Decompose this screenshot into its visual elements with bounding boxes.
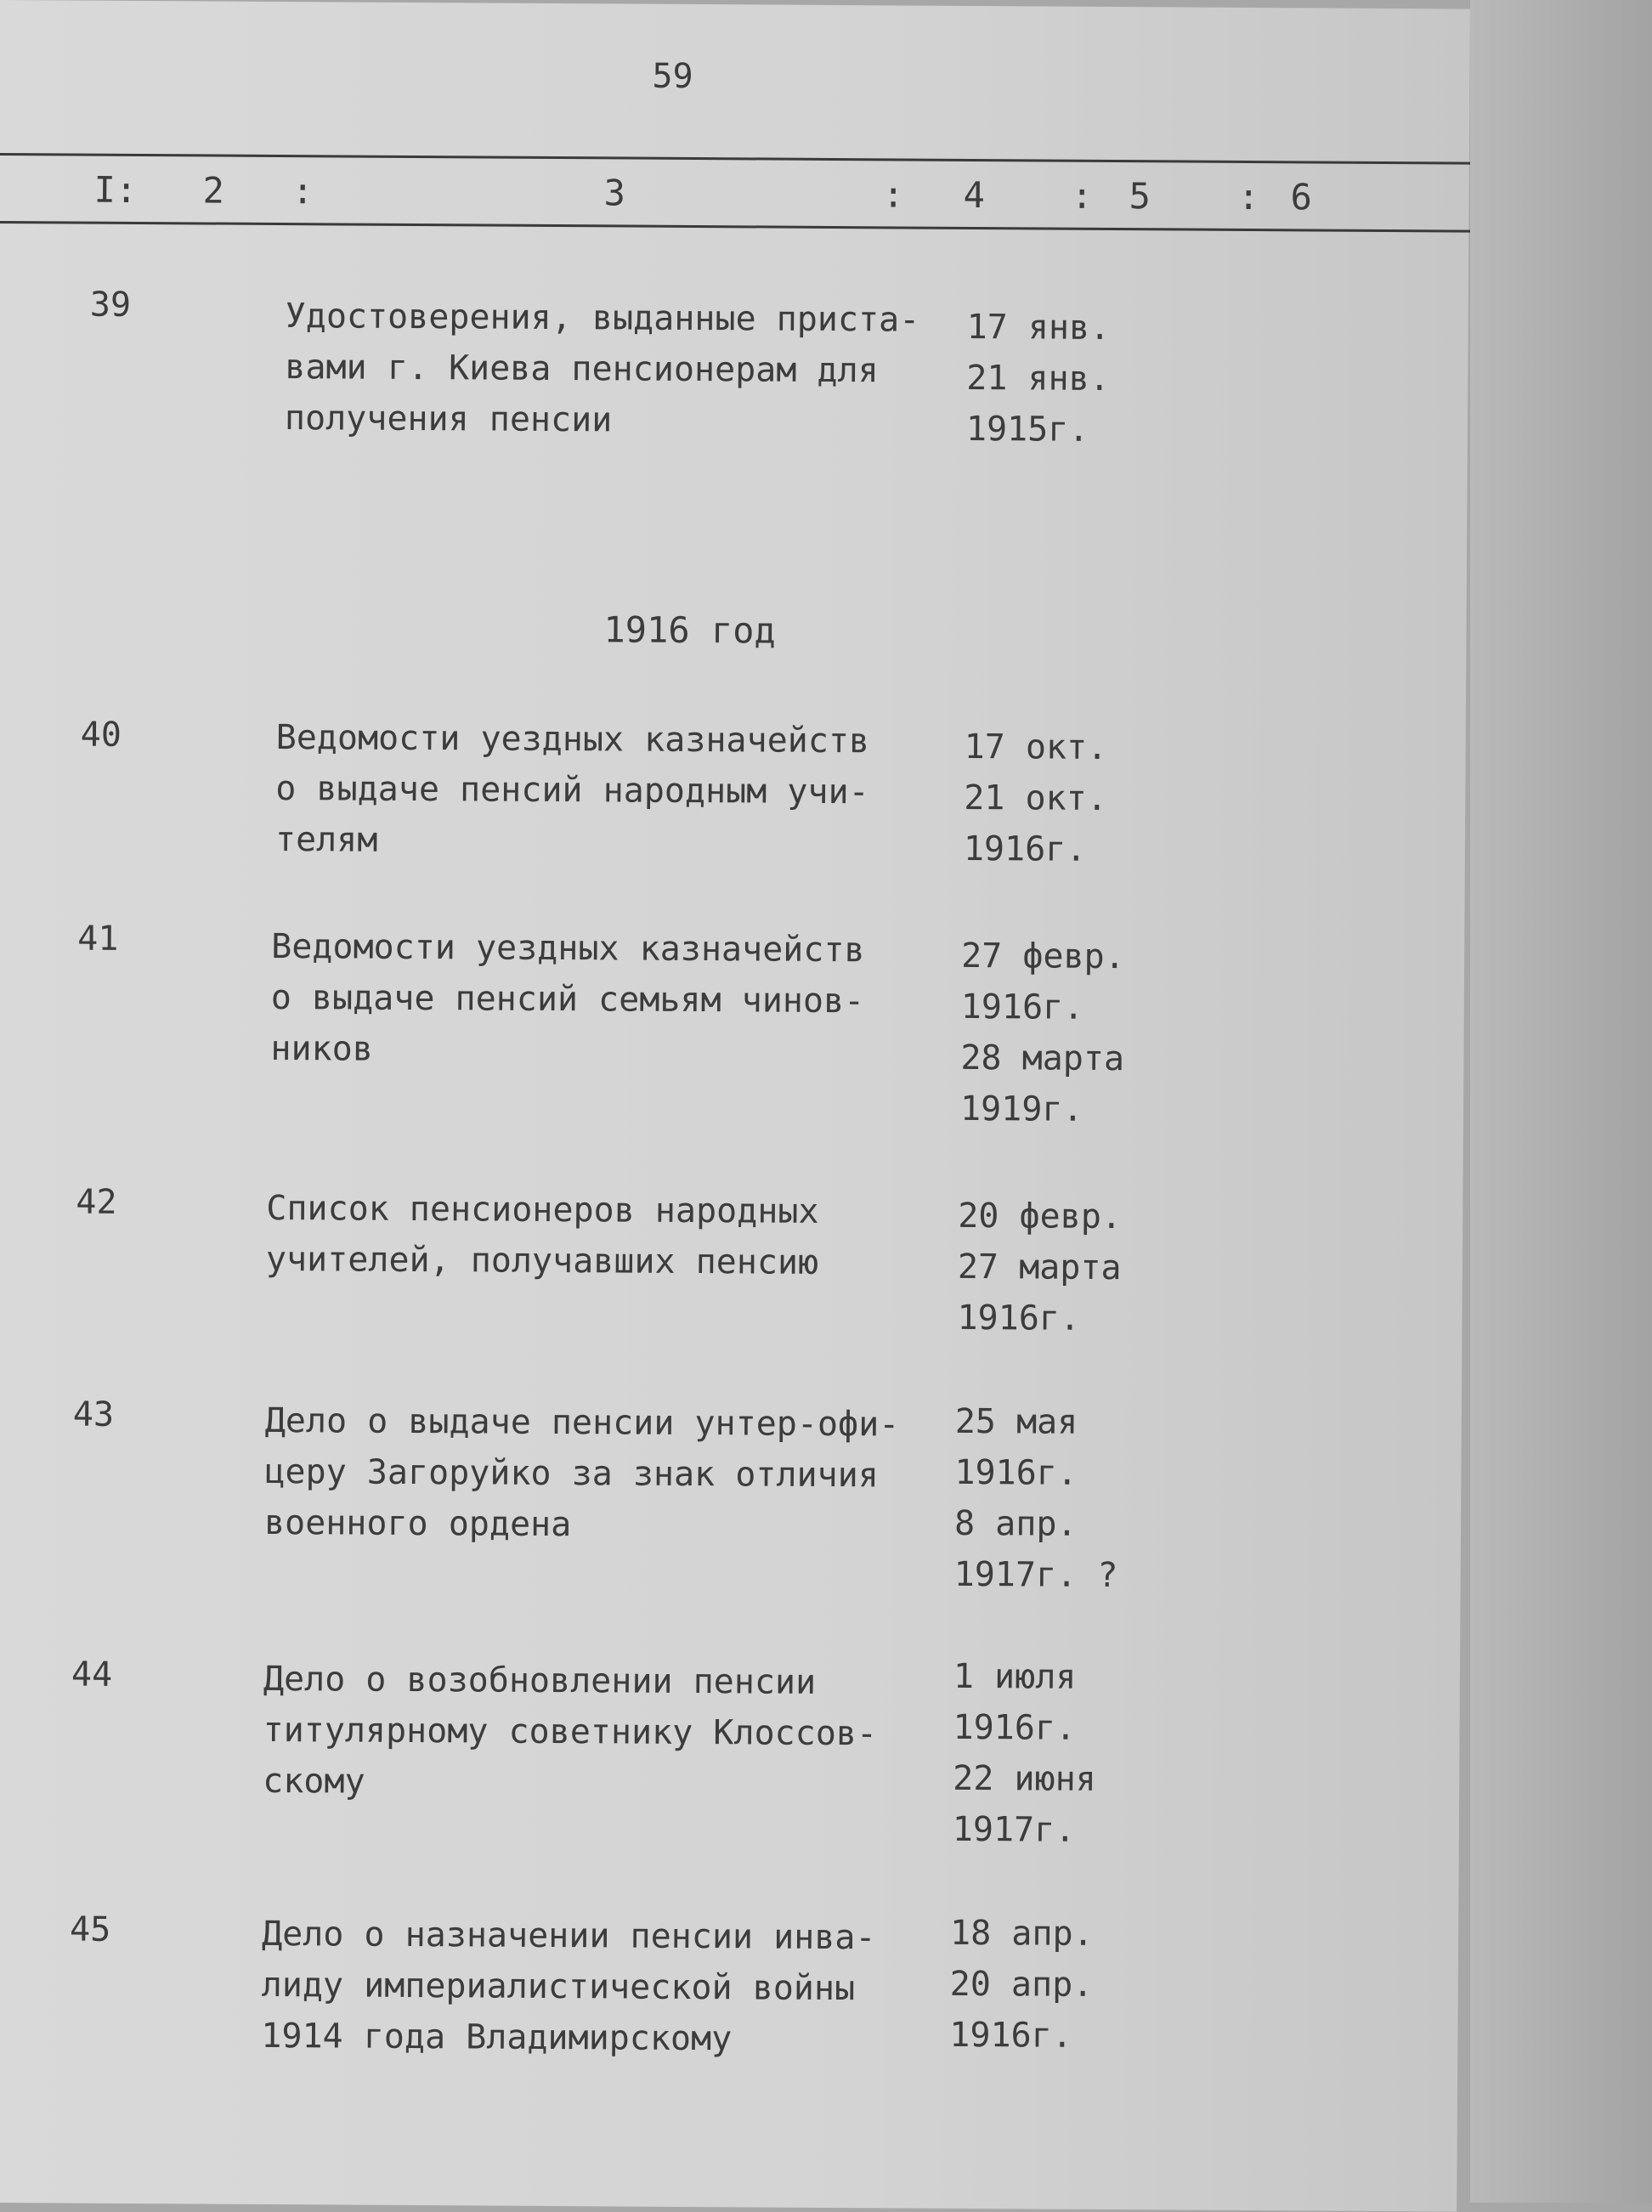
header-col-4: 4 — [963, 173, 986, 217]
header-rule-top — [0, 153, 1471, 165]
item-description: Список пенсионеров народных учителей, получавших пенсию — [265, 1188, 819, 1282]
item-number: 40 — [80, 715, 122, 755]
item-description: Дело о назначении пенсии инва- лиду империалистической войны 1914 года Владимирскому — [261, 1914, 876, 2059]
header-col-5: 5 — [1129, 175, 1151, 218]
item-number: 44 — [71, 1655, 113, 1694]
page-number: 59 — [652, 56, 693, 96]
year-heading: 1916 год — [603, 608, 776, 652]
item-dates: 20 февр. 27 марта 1916г. — [957, 1196, 1123, 1338]
item-number: 45 — [69, 1909, 111, 1949]
item-dates: 17 янв. 21 янв. 1915г. — [965, 307, 1111, 450]
header-separator: : — [291, 170, 314, 212]
item-dates: 27 февр. 1916г. 28 марта 1919г. — [959, 936, 1125, 1129]
item-dates: 17 окт. 21 окт. 1916г. — [963, 727, 1108, 869]
background-edge — [1470, 0, 1652, 2203]
item-description: Дело о возобновлении пенсии титулярному советнику Клоссов- скому — [263, 1659, 878, 1802]
item-description: Удостоверения, выданные приста- вами г. Киева пенсионерам для получения пенсии — [284, 297, 920, 440]
header-separator: : — [1237, 175, 1260, 218]
item-number: 42 — [76, 1182, 117, 1222]
item-number: 41 — [77, 919, 119, 959]
header-col-3: 3 — [603, 172, 626, 214]
header-separator: : — [1071, 174, 1094, 217]
item-number: 43 — [72, 1395, 115, 1434]
header-col-1: I: — [93, 168, 138, 211]
header-separator: : — [882, 173, 905, 216]
header-rule-bottom — [0, 221, 1470, 233]
item-description: Дело о выдаче пенсии унтер-офи- церу Загоруйко за знак отличия военного ордена — [263, 1400, 900, 1545]
header-col-2: 2 — [202, 169, 225, 212]
item-dates: 1 июля 1916г. 22 июня 1917г. — [952, 1656, 1096, 1850]
item-dates: 25 мая 1916г. 8 апр. 1917г. ? — [953, 1401, 1118, 1596]
header-col-6: 6 — [1290, 176, 1313, 218]
item-dates: 18 апр. 20 апр. 1916г. — [949, 1913, 1094, 2056]
item-description: Ведомости уездных казначейств о выдаче пенсий народным учи- телям — [274, 718, 870, 860]
item-description: Ведомости уездных казначейств о выдаче пенсий семьям чинов- ников — [270, 926, 865, 1069]
item-number: 39 — [89, 285, 132, 325]
